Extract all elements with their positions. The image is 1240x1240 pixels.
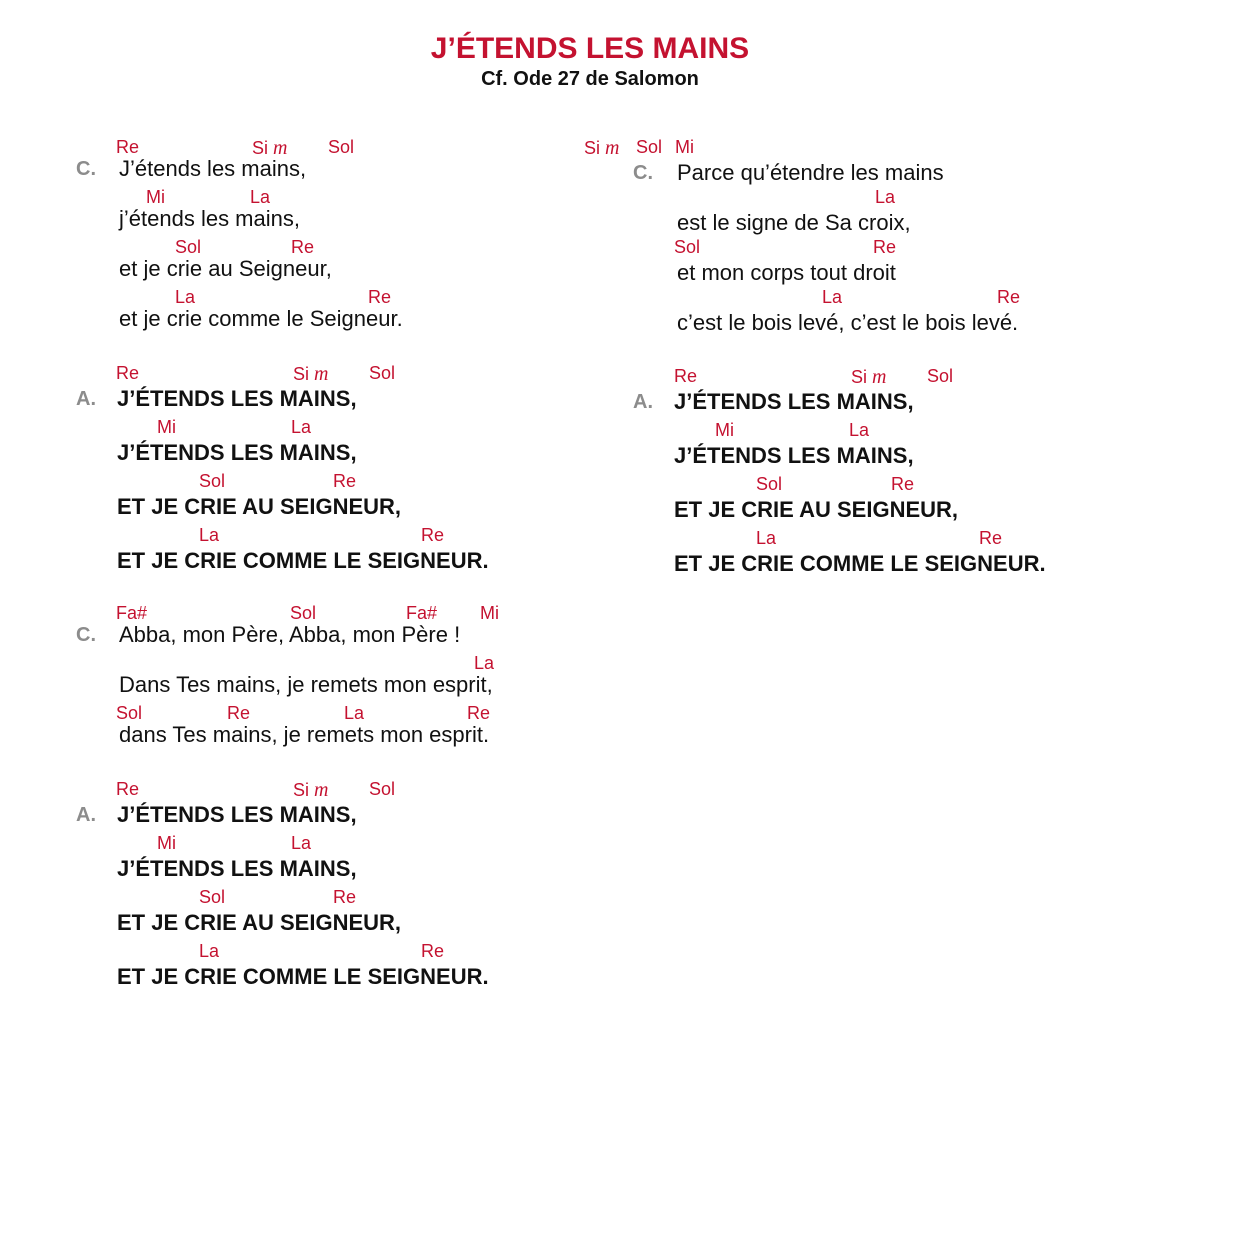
lyric-line: dans Tes mains, je remets mon esprit. bbox=[119, 722, 490, 747]
chord-label: Re bbox=[421, 525, 445, 545]
refrain-line: J’ÉTENDS LES MAINS, bbox=[674, 443, 914, 468]
chord-label: La bbox=[875, 187, 896, 207]
stanza-marker: A. bbox=[76, 804, 96, 826]
chord-label: Si m bbox=[293, 779, 329, 801]
chord-label: Re bbox=[421, 941, 445, 961]
song-title: J’ÉTENDS LES MAINS bbox=[430, 32, 750, 65]
chord-label: Re bbox=[116, 363, 140, 383]
lyric-line: j’étends les mains, bbox=[119, 206, 300, 231]
stanza-marker: C. bbox=[76, 624, 96, 646]
refrain-line: J’ÉTENDS LES MAINS, bbox=[674, 389, 914, 414]
chord-label: La bbox=[291, 417, 312, 437]
chord-label: Mi bbox=[480, 603, 499, 623]
chord-label: La bbox=[250, 187, 271, 207]
chord-label: Fa# bbox=[116, 603, 148, 623]
chord-label: Sol bbox=[199, 471, 226, 491]
chord-label: Sol bbox=[175, 237, 202, 257]
refrain-line: ET JE CRIE AU SEIGNEUR, bbox=[674, 497, 959, 522]
refrain-line: ET JE CRIE COMME LE SEIGNEUR. bbox=[117, 548, 489, 573]
lyric-line: Dans Tes mains, je remets mon esprit, bbox=[119, 672, 493, 697]
chord-label: La bbox=[822, 287, 843, 307]
chord-label: Sol bbox=[290, 603, 317, 623]
chord-label: Re bbox=[291, 237, 315, 257]
lyric-line: et mon corps tout droit bbox=[677, 260, 896, 285]
chord-label: La bbox=[849, 420, 870, 440]
chord-label: Mi bbox=[146, 187, 165, 207]
chord-label: Sol bbox=[369, 779, 396, 799]
refrain-line: ET JE CRIE COMME LE SEIGNEUR. bbox=[117, 964, 489, 989]
chord-label: Si m bbox=[293, 363, 329, 385]
stanza-marker: A. bbox=[633, 391, 653, 413]
lyric-line: est le signe de Sa croix, bbox=[677, 210, 911, 235]
stanza-marker: C. bbox=[76, 158, 96, 180]
chord-label: La bbox=[291, 833, 312, 853]
chord-label: Sol bbox=[756, 474, 783, 494]
stanza-marker: A. bbox=[76, 388, 96, 410]
chord-label: Re bbox=[891, 474, 915, 494]
lyric-line: c’est le bois levé, c’est le bois levé. bbox=[677, 310, 1019, 335]
chord-label: Mi bbox=[675, 137, 694, 157]
chord-label: Si m bbox=[851, 366, 887, 388]
chord-label: Re bbox=[674, 366, 698, 386]
refrain-line: ET JE CRIE AU SEIGNEUR, bbox=[117, 910, 402, 935]
chord-label: Sol bbox=[674, 237, 701, 257]
chord-label: Re bbox=[116, 137, 140, 157]
chord-label: Re bbox=[467, 703, 491, 723]
chord-label: Re bbox=[333, 887, 357, 907]
chord-label: La bbox=[756, 528, 777, 548]
chord-label: La bbox=[199, 525, 220, 545]
chord-label: Sol bbox=[199, 887, 226, 907]
stanza-marker: C. bbox=[633, 162, 653, 184]
chord-label: Sol bbox=[328, 137, 355, 157]
lyric-line: et je crie comme le Seigneur. bbox=[119, 306, 403, 331]
refrain-line: ET JE CRIE AU SEIGNEUR, bbox=[117, 494, 402, 519]
chord-label: Re bbox=[227, 703, 251, 723]
chord-label: Re bbox=[979, 528, 1003, 548]
chord-label: Si m bbox=[252, 137, 288, 159]
refrain-line: J’ÉTENDS LES MAINS, bbox=[117, 386, 357, 411]
chord-label: Sol bbox=[927, 366, 954, 386]
refrain-line: J’ÉTENDS LES MAINS, bbox=[117, 440, 357, 465]
song-source: Cf. Ode 27 de Salomon bbox=[481, 68, 699, 90]
lyric-line: et je crie au Seigneur, bbox=[119, 256, 332, 281]
chord-label: La bbox=[175, 287, 196, 307]
chord-label: La bbox=[474, 653, 495, 673]
refrain-line: ET JE CRIE COMME LE SEIGNEUR. bbox=[674, 551, 1046, 576]
chord-label: Mi bbox=[157, 833, 176, 853]
chord-label: Sol bbox=[636, 137, 663, 157]
refrain-line: J’ÉTENDS LES MAINS, bbox=[117, 802, 357, 827]
refrain-line: J’ÉTENDS LES MAINS, bbox=[117, 856, 357, 881]
chord-label: Fa# bbox=[406, 603, 438, 623]
chord-label: La bbox=[199, 941, 220, 961]
chord-label: Mi bbox=[715, 420, 734, 440]
chord-label: Re bbox=[997, 287, 1021, 307]
chord-label: Sol bbox=[116, 703, 143, 723]
lyric-line: Parce qu’étendre les mains bbox=[677, 160, 944, 185]
chord-label: Re bbox=[116, 779, 140, 799]
chord-label: Mi bbox=[157, 417, 176, 437]
chord-label: Si m bbox=[584, 137, 620, 159]
chord-label: Re bbox=[368, 287, 392, 307]
chord-label: Re bbox=[333, 471, 357, 491]
chord-label: Re bbox=[873, 237, 897, 257]
chord-label: La bbox=[344, 703, 365, 723]
lyric-line: J’étends les mains, bbox=[119, 156, 307, 181]
chord-label: Sol bbox=[369, 363, 396, 383]
lyric-line: Abba, mon Père, Abba, mon Père ! bbox=[119, 622, 461, 647]
